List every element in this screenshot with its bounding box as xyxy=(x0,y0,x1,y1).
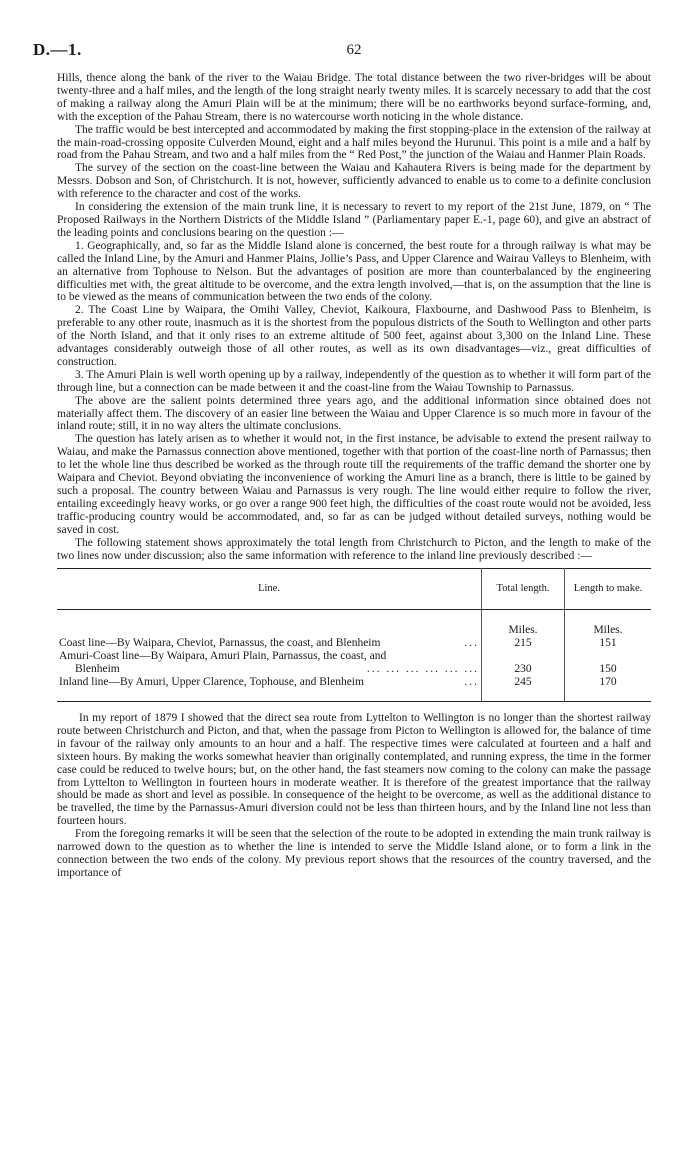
route-name: Coast line—By Waipara, Cheviot, Parnassus, the coast, and Blenheim xyxy=(59,637,381,650)
route-name: Amuri-Coast line—By Waipara, Amuri Plain, Parnassus, the coast, and xyxy=(59,650,387,663)
length-to-make-cell xyxy=(565,650,652,676)
table-row xyxy=(57,637,651,650)
paragraph: The traffic would be best intercepted and accommodated by making the first stopping-place in the extension of the railway at the main-road-crossing opposite Culverden Mound, eight and a half miles beyond the Hurunui. This point is a mile and a half by road from the Pahau Stream, and two and a half miles from the “ Red Post,” the junction of the Waiau and Hanmer Plain Roads. xyxy=(57,123,651,162)
paragraph: From the foregoing remarks it will be seen that the selection of the route to be adopted in extending the main trunk railway is narrowed down to the question as to whether the line is intended to serve the Middle Island alone, or to form a link in the connection between the two ends of the colony. My previous report shows that the resources of the country traversed, and the importance of xyxy=(57,828,651,879)
numbered-paragraph: 2. The Coast Line by Waipara, the Omihi Valley, Cheviot, Kaikoura, Flaxbourne, and Dashwood Pass to Blenheim, is preferable to any other route, inasmuch as it is the shortest from the populous districts of the South to Wellington and other parts of the North Island, and that it only rises to an extreme altitude of 500 feet, against about 3,300 on the Inland Line. These advantages considerably outweigh those of all other routes, as well as its own disadvantages—viz., great difficulties of construction. xyxy=(57,304,651,368)
paragraph: The question has lately arisen as to whether it would not, in the first instance, be advisable to extend the present railway to Waiau, and make the Parnassus connection above mentioned, together with that portion of the coast-line north of Parnassus; then to let the whole line thus described be worked as the through route till the requirements of the traffic demand the shorter one by Waipara and Cheviot. Beyond obviating the inconvenience of working the Amuri line as a branch, there is little to be gained by such a proposal. The country between Waiau and Parnassus is very rough. The line would either require to follow the river, entailing exceedingly heavy works, or go over a range 900 feet high, the difficulties of the coast route would not be avoided, less traffic-producing country would be accommodated, and, so far as can be judged without detailed surveys, nothing would be saved in cost. xyxy=(57,433,651,536)
paragraph: In my report of 1879 I showed that the direct sea route from Lyttelton to Wellington is no longer than the shortest railway route between Christchurch and Picton, and that, when the passage from Picton to Wellington is allowed for, the balance of time in favour of the railway only amounts to an hour and a half. The respective times were calculated at fourteen and a half and sixteen hours. By making the works somewhat heavier than originally contemplated, and running express, the time in the former case could be reduced to twelve hours; but, on the other hand, the fast steamers now coming to the colony can make the passage from Lyttelton to Wellington in fourteen hours in moderate weather. It is therefore of the greatest importance that the railway should be made as short and level as possible. In consequence of the height to be overcome, as well as the additional distance to be travelled, the time by the Parnassus-Amuri diversion could not be less than thirteen hours, and by the Inland line not less than fourteen hours. xyxy=(57,711,651,828)
units-cell xyxy=(57,610,482,637)
route-name-cell xyxy=(57,676,482,701)
table-row xyxy=(57,676,651,701)
paragraph: The above are the salient points determined three years ago, and the additional information since obtained does not materially affect them. The discovery of an easier line between the Waiau and Upper Clarence is so much more in favour of the inland route; still, it in no way alters the ultimate conclusions. xyxy=(57,394,651,433)
total-length-cell: 245 xyxy=(482,676,565,701)
route-name: Inland line—By Amuri, Upper Clarence, Tophouse, and Blenheim xyxy=(59,676,364,689)
numbered-paragraph: 3. The Amuri Plain is well worth opening up by a railway, independently of the question as to whether it will form part of the through line, but a connection can be made between it and the coast-line from the Waiau Township to Parnassus. xyxy=(57,368,651,394)
column-header-total-length: Total length. xyxy=(482,569,565,610)
paragraph: The survey of the section on the coast-line between the Waiau and Kahautera Rivers is being made for the department by Messrs. Dobson and Son, of Christchurch. It is not, however, sufficiently advanced to enable us to come to a definite conclusion with reference to the character and cost of the works. xyxy=(57,162,651,201)
body-text-continued xyxy=(57,712,651,880)
length-to-make-cell: 170 xyxy=(565,676,652,701)
document-page xyxy=(33,0,651,880)
total-length-cell: 215 xyxy=(482,637,565,650)
paragraph: The following statement shows approximately the total length from Christchurch to Picton, and the length to make of the two lines now under discussion; also the same information with reference to the inland line previously described :— xyxy=(57,536,651,562)
leader-dots: ... xyxy=(464,637,479,650)
leader-dots: ... ... ... ... ... ... xyxy=(366,663,479,676)
leader-dots: ... xyxy=(464,676,479,689)
page-number: 62 xyxy=(346,42,362,58)
paragraph: Hills, thence along the bank of the river to the Waiau Bridge. The total distance between the two river-bridges will be about twenty-three and a half miles, and the length of the long straight nearly twenty miles. It is scarcely necessary to add that the cost of making a railway along the Amuri Plain will be at the minimum; there will be no earthworks beyond surface-forming, and, with the exception of the Pahau Stream, there is no watercourse worth noticing in the whole distance. xyxy=(57,72,651,123)
route-name-tail: Blenheim xyxy=(75,663,120,676)
table-row xyxy=(57,650,651,676)
route-name-cell xyxy=(57,650,482,676)
route-name-cell xyxy=(57,637,482,650)
route-length-table xyxy=(57,568,651,702)
total-length-value: 230 xyxy=(514,663,532,676)
length-to-make-cell: 151 xyxy=(599,637,617,650)
route-name-continuation xyxy=(59,663,479,676)
units-row xyxy=(57,610,651,637)
paragraph: In considering the extension of the main trunk line, it is necessary to revert to my report of the 21st June, 1879, on “ The Proposed Railways in the Northern Districts of the Middle Island ” (Parliamentary paper E.-1, page 60), and give an abstract of the leading points and conclusions bearing on the question :— xyxy=(57,201,651,239)
numbered-paragraph: 1. Geographically, and, so far as the Middle Island alone is concerned, the best route for a through railway is what may be called the Inland Line, by the Amuri and Hanmer Plains, Jollie’s Pass, and Upper Clarence and Wairau Valleys to Blenheim, with an alternative from Tophouse to Nelson. But the advantages of position are more than counterbalanced by the engineering difficulties met with, the great altitude to be overcome, and the extra length involved,—that is, on the assumption that the line is to be viewed as the means of communication between the two ends of the colony. xyxy=(57,239,651,304)
document-reference: D.—1. xyxy=(33,40,82,59)
total-length-cell xyxy=(482,650,565,676)
units-cell: Miles. xyxy=(593,624,623,637)
column-header-line: Line. xyxy=(57,569,482,610)
length-to-make-value: 150 xyxy=(599,663,617,676)
column-header-length-to-make: Length to make. xyxy=(565,569,652,610)
body-text xyxy=(57,72,651,562)
units-cell: Miles. xyxy=(482,610,565,637)
page-header xyxy=(33,0,651,72)
